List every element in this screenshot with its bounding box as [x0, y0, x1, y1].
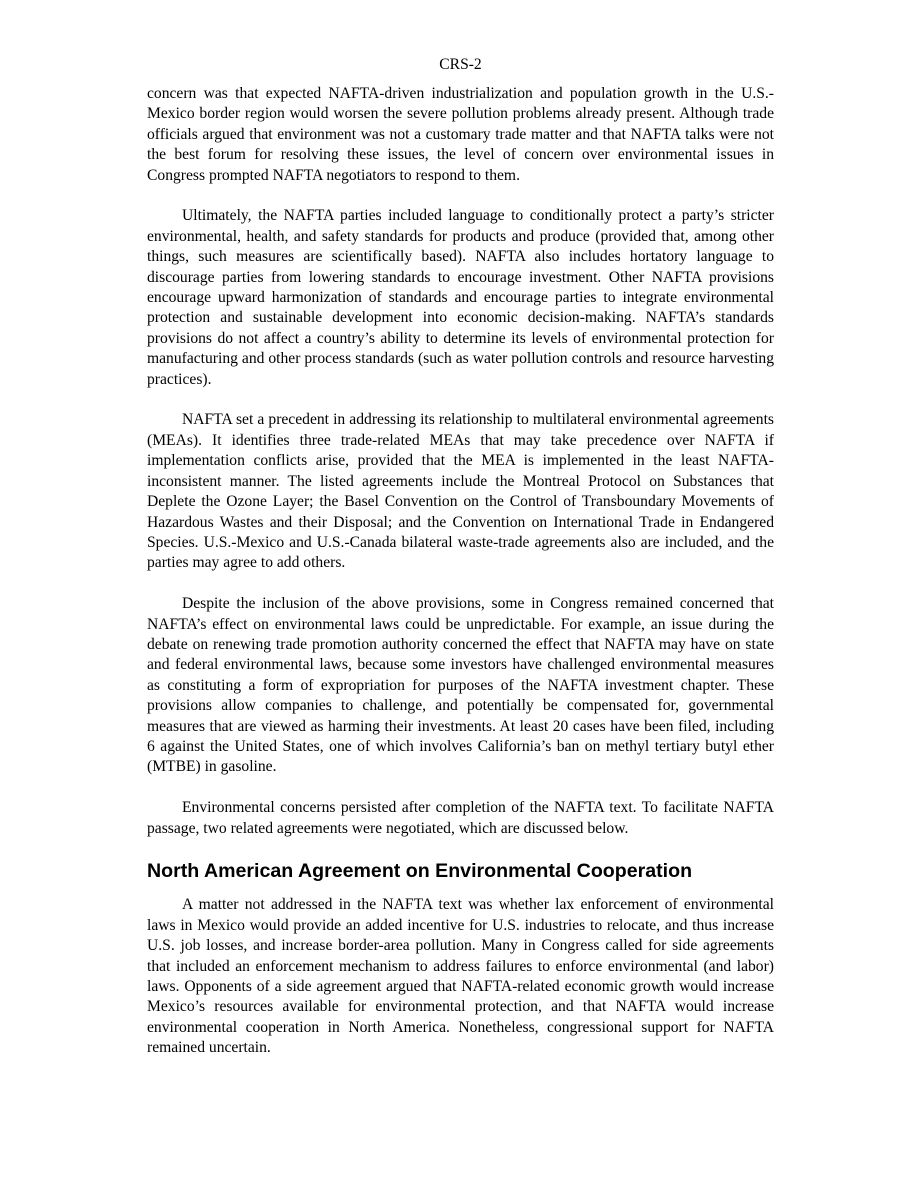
body-paragraph: NAFTA set a precedent in addressing its relationship to multilateral environmental agreements (MEAs). It identifies three trade-related MEAs that may take precedence over NAFTA if implementation conflicts arise, provided that the MEA is implemented in the least NAFTA-inconsistent manner. The listed agreements include the Montreal Protocol on Substances that Deplete the Ozone Layer; the Basel Convention on the Control of Transboundary Movements of Hazardous Wastes and their Disposal; and the Convention on International Trade in Endangered Species. U.S.-Mexico and U.S.-Canada bilateral waste-trade agreements also are included, and the parties may agree to add others.	[147, 411, 774, 572]
section-heading: North American Agreement on Environmental Cooperation	[147, 860, 693, 883]
body-paragraph: Ultimately, the NAFTA parties included language to conditionally protect a party’s stricter environmental, health, and safety standards for products and produce (provided that, among other things, such measures are scientifically based). NAFTA also includes hortatory language to discourage parties from lowering standards to encourage investment. Other NAFTA provisions encourage upward harmonization of standards and encourage parties to integrate environmental protection and sustainable development into economic decision-making. NAFTA’s standards provisions do not affect a country’s ability to determine its levels of environmental protection for manufacturing and other process standards (such as water pollution controls and resource harvesting practices).	[147, 207, 774, 388]
body-paragraph: Despite the inclusion of the above provisions, some in Congress remained concerned that NAFTA’s effect on environmental laws could be unpredictable. For example, an issue during the debate on renewing trade promotion authority concerned the effect that NAFTA may have on state and federal environmental laws, because some investors have challenged environmental measures as constituting a form of expropriation for purposes of the NAFTA investment chapter. These provisions allow companies to challenge, and potentially be compensated for, governmental measures that are viewed as harming their investments. At least 20 cases have been filed, including 6 against the United States, one of which involves California’s ban on methyl tertiary butyl ether (MTBE) in gasoline.	[147, 595, 774, 776]
document-page	[147, 0, 774, 1079]
page-number-header: CRS-2	[439, 56, 482, 73]
body-paragraph: A matter not addressed in the NAFTA text was whether lax enforcement of environmental laws in Mexico would provide an added incentive for U.S. industries to relocate, and thus increase U.S. job losses, and increase border-area pollution. Many in Congress called for side agreements that included an enforcement mechanism to address failures to enforce environmental (and labor) laws. Opponents of a side agreement argued that NAFTA-related economic growth would increase Mexico’s resources available for environmental protection, and that NAFTA would increase environmental cooperation in North America. Nonetheless, congressional support for NAFTA remained uncertain.	[147, 896, 774, 1057]
body-paragraph: Environmental concerns persisted after completion of the NAFTA text. To facilitate NAFTA passage, two related agreements were negotiated, which are discussed below.	[147, 799, 774, 837]
body-paragraph: concern was that expected NAFTA-driven industrialization and population growth in the U.S.-Mexico border region would worsen the severe pollution problems already present. Although trade officials argued that environment was not a customary trade matter and that NAFTA talks were not the best forum for resolving these issues, the level of concern over environmental issues in Congress prompted NAFTA negotiators to respond to them.	[147, 85, 774, 184]
